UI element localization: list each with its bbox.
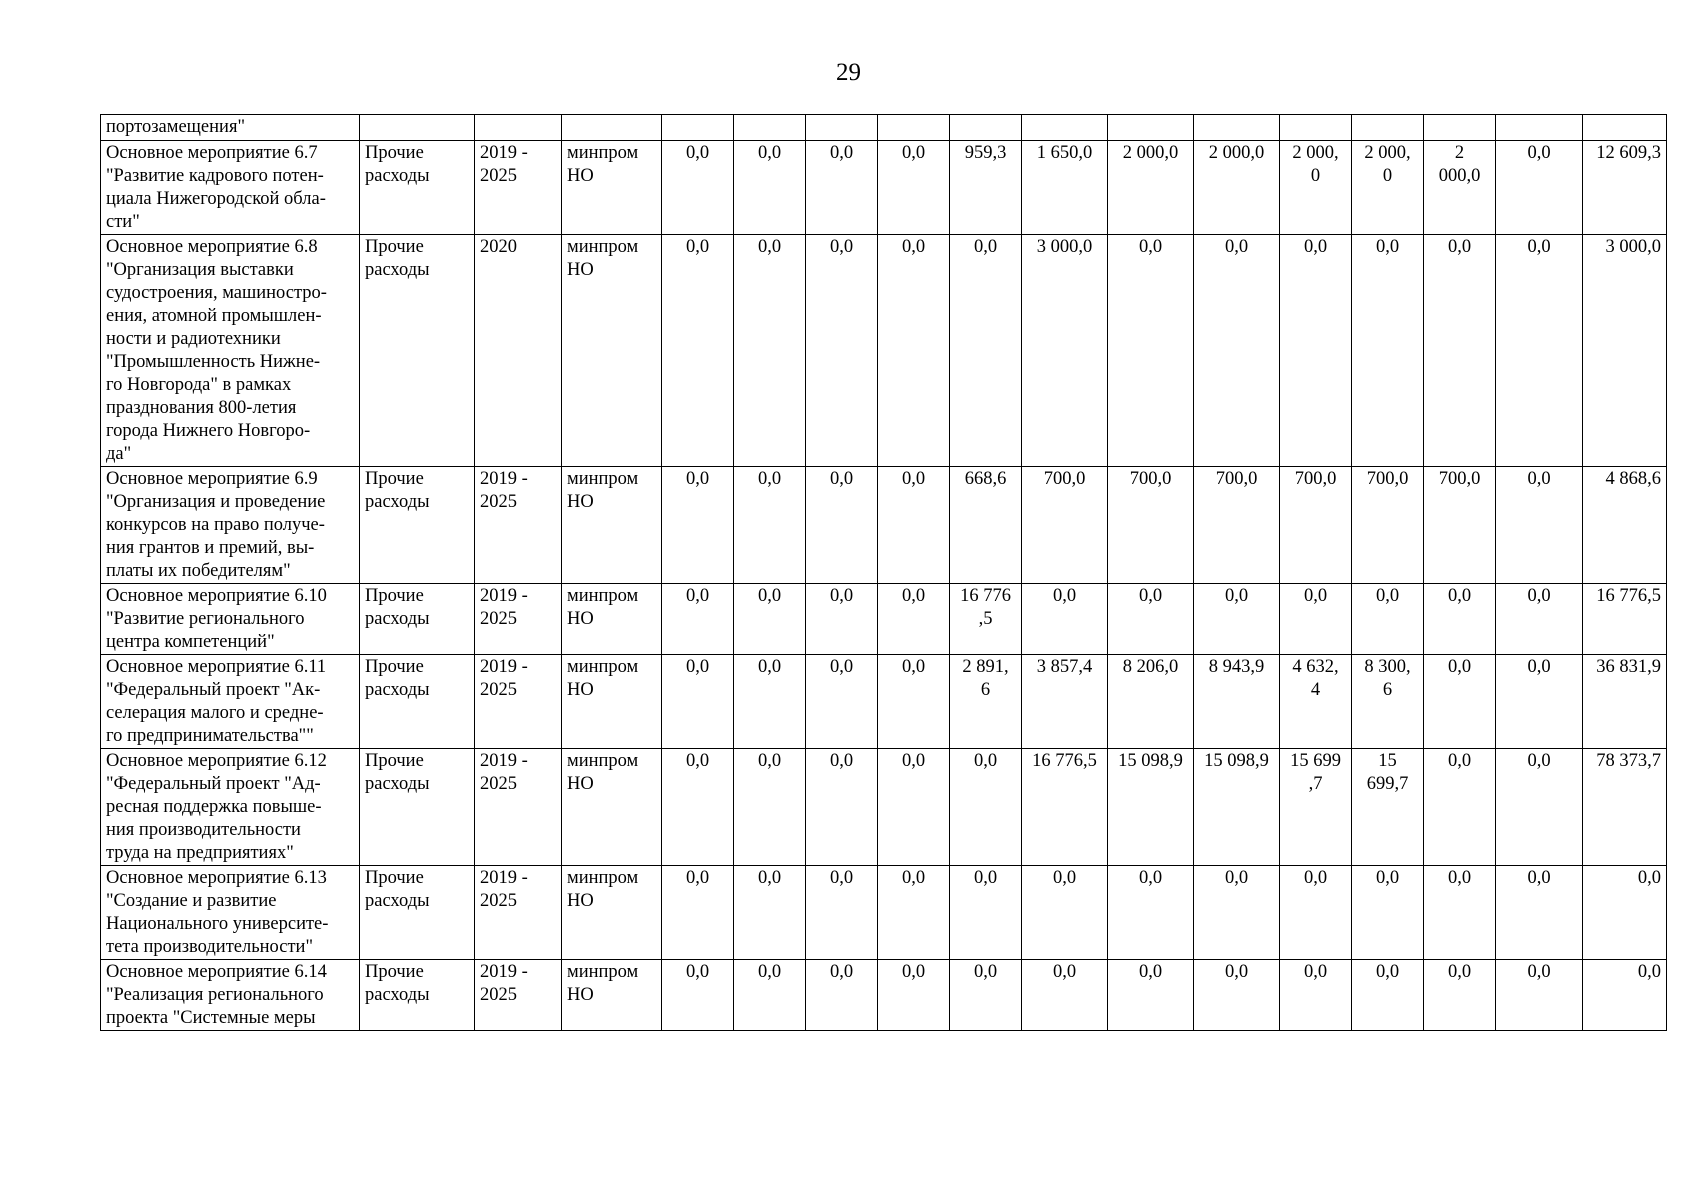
expense-type-cell: Прочие расходы — [360, 960, 475, 1031]
total-cell: 16 776,5 — [1583, 584, 1667, 655]
amount-cell: 0,0 — [806, 655, 878, 749]
amount-cell: 0,0 — [878, 584, 950, 655]
amount-cell — [1108, 115, 1194, 141]
table-row — [101, 960, 1667, 1031]
amount-cell: 0,0 — [1280, 866, 1352, 960]
period-cell — [475, 115, 562, 141]
amount-cell: 0,0 — [1280, 235, 1352, 467]
amount-cell: 16 776 ,5 — [950, 584, 1022, 655]
amount-cell: 2 891, 6 — [950, 655, 1022, 749]
amount-cell: 0,0 — [878, 467, 950, 584]
expense-type-cell: Прочие расходы — [360, 584, 475, 655]
amount-cell: 0,0 — [734, 584, 806, 655]
amount-cell: 0,0 — [878, 866, 950, 960]
table-row — [101, 866, 1667, 960]
total-cell: 4 868,6 — [1583, 467, 1667, 584]
expense-type-cell — [360, 115, 475, 141]
amount-cell: 0,0 — [950, 749, 1022, 866]
executor-cell: минпром НО — [562, 467, 662, 584]
table-row — [101, 584, 1667, 655]
amount-cell: 700,0 — [1022, 467, 1108, 584]
amount-cell: 0,0 — [662, 960, 734, 1031]
amount-cell: 8 206,0 — [1108, 655, 1194, 749]
budget-table — [100, 114, 1667, 1031]
amount-cell: 700,0 — [1352, 467, 1424, 584]
amount-cell: 0,0 — [1424, 749, 1496, 866]
page-number: 29 — [836, 59, 861, 86]
amount-cell: 16 776,5 — [1022, 749, 1108, 866]
period-cell: 2019 - 2025 — [475, 655, 562, 749]
amount-cell: 0,0 — [806, 749, 878, 866]
table-row — [101, 141, 1667, 235]
amount-cell: 0,0 — [1496, 467, 1583, 584]
executor-cell: минпром НО — [562, 749, 662, 866]
amount-cell: 0,0 — [878, 749, 950, 866]
expense-type-cell: Прочие расходы — [360, 866, 475, 960]
amount-cell — [1424, 115, 1496, 141]
executor-cell: минпром НО — [562, 655, 662, 749]
amount-cell: 0,0 — [1280, 584, 1352, 655]
amount-cell — [1352, 115, 1424, 141]
amount-cell — [734, 115, 806, 141]
table-row — [101, 467, 1667, 584]
amount-cell: 0,0 — [1496, 749, 1583, 866]
amount-cell: 0,0 — [662, 467, 734, 584]
amount-cell: 4 632, 4 — [1280, 655, 1352, 749]
amount-cell: 1 650,0 — [1022, 141, 1108, 235]
amount-cell: 0,0 — [1352, 584, 1424, 655]
amount-cell: 0,0 — [662, 866, 734, 960]
amount-cell: 0,0 — [734, 960, 806, 1031]
period-cell: 2019 - 2025 — [475, 866, 562, 960]
total-cell — [1583, 115, 1667, 141]
activity-name-cell: Основное мероприятие 6.9 "Организация и проведение конкурсов на право получе- ния грантов и премий, вы- платы их победителям" — [101, 467, 360, 584]
period-cell: 2019 - 2025 — [475, 141, 562, 235]
activity-name-cell: Основное мероприятие 6.13 "Создание и развитие Национального университе- тета производительности" — [101, 866, 360, 960]
amount-cell: 0,0 — [1496, 866, 1583, 960]
amount-cell: 700,0 — [1194, 467, 1280, 584]
amount-cell: 0,0 — [1352, 960, 1424, 1031]
amount-cell: 0,0 — [662, 749, 734, 866]
expense-type-cell: Прочие расходы — [360, 467, 475, 584]
amount-cell: 2 000,0 — [1108, 141, 1194, 235]
amount-cell: 0,0 — [662, 655, 734, 749]
amount-cell: 0,0 — [878, 141, 950, 235]
amount-cell: 0,0 — [1194, 584, 1280, 655]
executor-cell: минпром НО — [562, 866, 662, 960]
amount-cell: 700,0 — [1280, 467, 1352, 584]
amount-cell: 0,0 — [878, 960, 950, 1031]
expense-type-cell: Прочие расходы — [360, 235, 475, 467]
amount-cell: 0,0 — [1108, 235, 1194, 467]
amount-cell: 0,0 — [734, 141, 806, 235]
executor-cell: минпром НО — [562, 141, 662, 235]
total-cell: 36 831,9 — [1583, 655, 1667, 749]
amount-cell: 0,0 — [1496, 141, 1583, 235]
activity-name-cell: Основное мероприятие 6.10 "Развитие регионального центра компетенций" — [101, 584, 360, 655]
period-cell: 2019 - 2025 — [475, 584, 562, 655]
amount-cell: 0,0 — [662, 141, 734, 235]
amount-cell: 15 098,9 — [1108, 749, 1194, 866]
amount-cell: 0,0 — [950, 960, 1022, 1031]
amount-cell: 0,0 — [1022, 960, 1108, 1031]
amount-cell: 0,0 — [806, 866, 878, 960]
amount-cell: 959,3 — [950, 141, 1022, 235]
amount-cell: 3 857,4 — [1022, 655, 1108, 749]
amount-cell: 0,0 — [734, 655, 806, 749]
table-row-continuation — [101, 115, 1667, 141]
amount-cell: 0,0 — [1424, 655, 1496, 749]
period-cell: 2019 - 2025 — [475, 749, 562, 866]
amount-cell: 0,0 — [878, 655, 950, 749]
amount-cell: 0,0 — [1352, 235, 1424, 467]
amount-cell: 0,0 — [1496, 960, 1583, 1031]
activity-name-cell: портозамещения" — [101, 115, 360, 141]
amount-cell: 0,0 — [806, 141, 878, 235]
amount-cell: 3 000,0 — [1022, 235, 1108, 467]
executor-cell: минпром НО — [562, 960, 662, 1031]
amount-cell: 0,0 — [1424, 866, 1496, 960]
amount-cell — [662, 115, 734, 141]
amount-cell: 0,0 — [1108, 960, 1194, 1031]
amount-cell: 0,0 — [950, 866, 1022, 960]
amount-cell: 2 000,0 — [1424, 141, 1496, 235]
amount-cell: 0,0 — [1352, 866, 1424, 960]
amount-cell: 0,0 — [1194, 960, 1280, 1031]
expense-type-cell: Прочие расходы — [360, 141, 475, 235]
period-cell: 2020 — [475, 235, 562, 467]
amount-cell: 0,0 — [1424, 235, 1496, 467]
executor-cell: минпром НО — [562, 584, 662, 655]
amount-cell: 0,0 — [1108, 584, 1194, 655]
table-row — [101, 749, 1667, 866]
amount-cell: 0,0 — [950, 235, 1022, 467]
amount-cell: 0,0 — [1496, 655, 1583, 749]
activity-name-cell: Основное мероприятие 6.8 "Организация выставки судостроения, машиностро- ения, атомной промышлен- ности и радиотехники "Промышленность Нижне- го Новгорода" в рамках празднования 800-летия города Нижнего Новгоро- да" — [101, 235, 360, 467]
amount-cell: 2 000, 0 — [1352, 141, 1424, 235]
amount-cell: 668,6 — [950, 467, 1022, 584]
amount-cell: 0,0 — [806, 960, 878, 1031]
total-cell: 78 373,7 — [1583, 749, 1667, 866]
amount-cell: 2 000, 0 — [1280, 141, 1352, 235]
total-cell: 3 000,0 — [1583, 235, 1667, 467]
amount-cell: 700,0 — [1108, 467, 1194, 584]
amount-cell: 0,0 — [1108, 866, 1194, 960]
total-cell: 0,0 — [1583, 960, 1667, 1031]
activity-name-cell: Основное мероприятие 6.14 "Реализация регионального проекта "Системные меры — [101, 960, 360, 1031]
activity-name-cell: Основное мероприятие 6.7 "Развитие кадрового потен- циала Нижегородской обла- сти" — [101, 141, 360, 235]
period-cell: 2019 - 2025 — [475, 467, 562, 584]
amount-cell — [1496, 115, 1583, 141]
table-body — [101, 115, 1667, 1031]
amount-cell: 0,0 — [1424, 584, 1496, 655]
amount-cell — [1022, 115, 1108, 141]
amount-cell: 2 000,0 — [1194, 141, 1280, 235]
table-row — [101, 235, 1667, 467]
amount-cell — [1194, 115, 1280, 141]
amount-cell: 0,0 — [806, 235, 878, 467]
expense-type-cell: Прочие расходы — [360, 749, 475, 866]
period-cell: 2019 - 2025 — [475, 960, 562, 1031]
amount-cell: 0,0 — [1194, 235, 1280, 467]
amount-cell: 0,0 — [662, 235, 734, 467]
table-row — [101, 655, 1667, 749]
amount-cell: 0,0 — [734, 235, 806, 467]
activity-name-cell: Основное мероприятие 6.12 "Федеральный проект "Ад- ресная поддержка повыше- ния производительности труда на предприятиях" — [101, 749, 360, 866]
amount-cell — [878, 115, 950, 141]
amount-cell: 0,0 — [1280, 960, 1352, 1031]
amount-cell: 0,0 — [1022, 584, 1108, 655]
amount-cell: 0,0 — [1194, 866, 1280, 960]
amount-cell: 0,0 — [878, 235, 950, 467]
expense-type-cell: Прочие расходы — [360, 655, 475, 749]
amount-cell: 0,0 — [1496, 235, 1583, 467]
amount-cell — [806, 115, 878, 141]
executor-cell — [562, 115, 662, 141]
total-cell: 0,0 — [1583, 866, 1667, 960]
amount-cell: 0,0 — [806, 584, 878, 655]
total-cell: 12 609,3 — [1583, 141, 1667, 235]
amount-cell: 0,0 — [662, 584, 734, 655]
amount-cell: 0,0 — [734, 866, 806, 960]
executor-cell: минпром НО — [562, 235, 662, 467]
amount-cell: 0,0 — [1022, 866, 1108, 960]
amount-cell: 0,0 — [1424, 960, 1496, 1031]
activity-name-cell: Основное мероприятие 6.11 "Федеральный проект "Ак- селерация малого и средне- го предпринимательства"" — [101, 655, 360, 749]
amount-cell: 0,0 — [734, 749, 806, 866]
amount-cell: 0,0 — [806, 467, 878, 584]
amount-cell: 8 943,9 — [1194, 655, 1280, 749]
amount-cell: 8 300, 6 — [1352, 655, 1424, 749]
amount-cell — [950, 115, 1022, 141]
amount-cell: 15 098,9 — [1194, 749, 1280, 866]
amount-cell: 15 699 ,7 — [1280, 749, 1352, 866]
amount-cell: 700,0 — [1424, 467, 1496, 584]
amount-cell: 0,0 — [1496, 584, 1583, 655]
amount-cell: 0,0 — [734, 467, 806, 584]
amount-cell: 15 699,7 — [1352, 749, 1424, 866]
amount-cell — [1280, 115, 1352, 141]
